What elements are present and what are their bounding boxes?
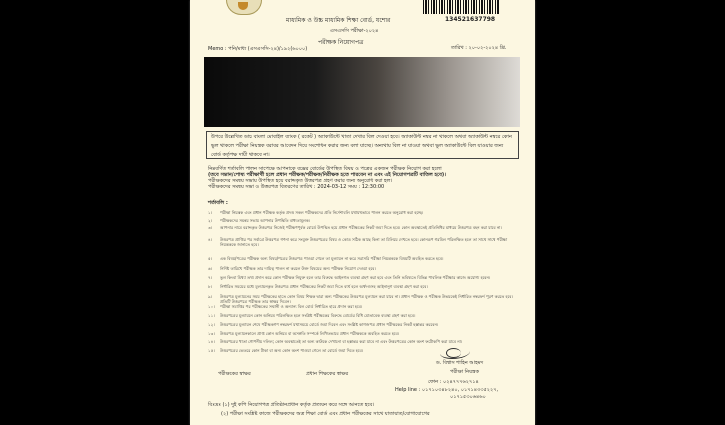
condition-number: ৪। <box>208 237 213 242</box>
condition-text: নির্দিষ্ট তারিখে পরীক্ষক তার দায়িত্ব পালন না করলে উক্ত বিষয়ের অন্য পরীক্ষক নিয়োগ দেওয়া হবে। <box>220 266 376 271</box>
condition-number: ১৫। <box>208 348 215 353</box>
condition-text: পরীক্ষকদের সমন্বয় সভায় আপনার উপস্থিতি বাধ্যতামূলক। <box>220 218 311 223</box>
helpline: Help line : ০১৭১০৩৪৮২৪০, ০১৭১৪৩৩৫২২৭, <box>395 387 499 393</box>
condition-text: উত্তরপত্র মূল্যায়নের সময় পরীক্ষকের হাতে কোন বিষয় শিক্ষক দ্বারা অন্য পরীক্ষকের উত্তরপত্র মূল্যায়ন করা যাবে না। প্রধান পরীক্ষক ও পরীক্ষক উভয়কেই নির্ধারিত নম্বরফর্দ পূরণ করতে হবে। প্রতিটি উত্তরপত্রে পরীক্ষক তার স্বাক্ষর দিবেন। <box>220 294 513 304</box>
condition-text: এক বিষয়/পত্রের পরীক্ষক অন্য বিষয়/পত্রের উত্তরপত্র পাওয়া গেলে তা মূল্যায়ন না করে সরাসরি পরীক্ষা নিয়ন্ত্রককে বিষয়টি অবহিত করতে হবে। <box>220 256 444 261</box>
condition-number: ৬। <box>208 266 213 271</box>
helpline-2: ০১৭১৫৩০৬৪৬০ <box>450 394 486 400</box>
intro-line-2: (তবে সন্তান/পোষ্য পরীক্ষার্থী হলে প্রধান পরীক্ষক/পরীক্ষক/নিরীক্ষক হতে পারবেন না এবং এই নিয়োগপত্রটি বাতিল হবে)। <box>208 172 446 178</box>
condition-item <box>208 294 522 304</box>
condition-text: উত্তরপত্রের ভেতরে কোন টাকা বা অন্য কোন অংশ পাওয়া গেলে তা বোর্ডে জমা দিতে হবে। <box>220 348 364 353</box>
signature-mark <box>440 346 470 359</box>
condition-item <box>208 225 522 230</box>
condition-item <box>208 348 522 353</box>
examiner-signature-label: পরীক্ষকের স্বাক্ষর <box>218 371 251 377</box>
condition-number: ৮। <box>208 284 213 289</box>
condition-item <box>208 304 522 309</box>
memo-number: Memo : পনি/মাধ্য (এসএসসি-২৪)/১৯২(৬০০০) <box>208 46 308 52</box>
controller-name: ড. বিশ্বাস শাহিন আহমদ <box>436 360 484 366</box>
condition-number: ১০। <box>208 304 215 309</box>
notice-box: উপরে উল্লেখিত ডাচ বাংলা মোবাইল ব্যাংক ( রকেট ) অ্যাকাউন্টে খাতা দেখার বিল দেওয়া হবে। অ্যাকাউন্ট নম্বর না থাকলে অথবা অ্যাকাউন্ট নম্বরে কোন ভুল থাকলে পরীক্ষা নিয়ন্ত্রক বরাবর আবেদন দিয়ে সংশোধন করার জন্য বলা যাচ্ছে। অন্যথায় বিল না যাওয়া অথবা ভুল অ্যাকাউন্টে বিল যাওয়ার জন্য বোর্ড কর্তৃপক্ষ দায়ী থাকবে না। <box>206 131 519 159</box>
condition-text: উত্তরপত্র প্রাপ্তির পর সর্বাগ্রে উত্তরপত্র গণনা করে সংযুক্ত উত্তরপত্রের বিষয় ও কোড সঠিক আছে কিনা তা মিলিয়ে দেখতে হবে। কোনরূপ গরমিল পরিলক্ষিত হলে তা সাথে সাথে পরীক্ষা নিয়ন্ত্রককে জানাতে হবে। <box>220 237 508 247</box>
note-1: বিঃদ্রঃ (১) দুই কপি নিয়োগপত্র প্রতিষ্ঠানপ্রধান কর্তৃক প্রত্যয়ন করে সঙ্গে আনতে হবে। <box>208 402 375 408</box>
condition-item <box>208 237 522 247</box>
document-title: পরীক্ষক নিয়োগপত্র <box>318 39 364 46</box>
intro-paragraph <box>208 166 520 190</box>
condition-item <box>208 256 522 261</box>
board-name: মাধ্যমিক ও উচ্চ মাধ্যমিক শিক্ষা বোর্ড, যশোর <box>286 17 391 24</box>
condition-item <box>208 322 522 327</box>
condition-item <box>208 210 522 215</box>
meeting-date-line: পরীক্ষকদের সমন্বয় সভা ও উত্তরপত্র বিতরণের তারিখ : 2024-03-12 সময় : 12:30:00 <box>208 184 385 190</box>
condition-number: ১৩। <box>208 331 215 336</box>
condition-number: ৭। <box>208 275 213 280</box>
condition-text: উত্তরপত্রের মূল্যায়ন শেষে পরীক্ষকগণ নম্বরফর্দ যথাসময়ে বোর্ডে জমা দিবেন এবং সংশ্লিষ্ট কাগজপত্র প্রধান পরীক্ষকের নিকট হস্তান্তর করবেন। <box>220 322 439 327</box>
condition-text: উত্তরপত্রের মূল্যায়নে কোন অনিয়ম পরিলক্ষিত হলে সংশ্লিষ্ট পরীক্ষকের বিরুদ্ধে বোর্ডের বিধি মোতাবেক ব্যবস্থা গ্রহণ করা হবে। <box>220 313 416 318</box>
condition-text: উত্তরপত্রের খাতা গোপনীয় দলিল; কোন অবস্থাতেই তা অন্য কাউকে দেখানো বা হস্তান্তর করা যাবে না এবং উত্তরপত্রের কোন অংশ ফটোকপি করা যাবে না। <box>220 339 463 344</box>
condition-item <box>208 275 522 280</box>
condition-item <box>208 313 522 318</box>
condition-number: ৯। <box>208 294 213 299</box>
condition-item <box>208 218 522 223</box>
note-2: (২) পরীক্ষা সংশ্লিষ্ট কাজে পরীক্ষকদের অত্র শিক্ষা বোর্ড এবং প্রধান পরীক্ষকের সাথে যাতায়াত/যোগাযোগের <box>221 411 430 417</box>
barcode-number: 134521637798 <box>445 16 496 23</box>
condition-text: পরীক্ষা সমাপ্তির পর পরীক্ষকের সম্মানী ও অন্যান্য বিল বোর্ড নির্ধারিত হারে প্রদান করা হবে। <box>220 304 363 309</box>
appointment-letter-page <box>190 0 535 425</box>
condition-text: উত্তরপত্র মূল্যায়নকালে প্রাপ্ত কোন অনিয়ম বা অসঙ্গতি সম্পর্কে লিখিতভাবে প্রধান পরীক্ষককে অবহিত করতে হবে। <box>220 331 400 336</box>
conditions-heading: শর্তাবলি : <box>208 200 228 206</box>
condition-item <box>208 339 522 344</box>
condition-item <box>208 284 522 289</box>
condition-number: ৩। <box>208 225 213 230</box>
condition-number: ১। <box>208 210 213 215</box>
head-teacher-signature-label: প্রধান শিক্ষকের স্বাক্ষর <box>306 371 349 377</box>
condition-number: ৫। <box>208 256 213 261</box>
intro-line-3: পরীক্ষকদের সমন্বয় সভায় উপস্থিত হয়ে বরাদ্দকৃত উত্তরপত্র গ্রহণ করার জন্য অনুরোধ করা হল। <box>208 178 393 184</box>
condition-text: নির্ধারিত সময়ের মধ্যে মূল্যায়নকৃত উত্তরপত্র প্রধান পরীক্ষকের নিকট জমা দিতে ব্যর্থ হলে অর্থদণ্ডসহ আইনানুগ ব্যবস্থা গ্রহণ করা হবে। <box>220 284 428 289</box>
condition-number: ১২। <box>208 322 215 327</box>
condition-item <box>208 331 522 336</box>
controller-title: পরীক্ষা নিয়ন্ত্রক <box>450 369 479 375</box>
condition-number: ২। <box>208 218 213 223</box>
condition-text: ভুল কিংবা মিথ্যা তথ্য প্রদান করে কোন পরীক্ষক নিযুক্ত হলে তার বিরুদ্ধে আইনগত ব্যবস্থা গ্রহণ করা হবে এবং তিনি ভবিষ্যতে বিভিন্ন পাবলিক পরীক্ষার কাজে অযোগ্য হবেন। <box>220 275 491 280</box>
condition-text: পরীক্ষা নিয়ন্ত্রক এবং প্রধান পরীক্ষক কর্তৃক প্রদত্ত সকল পরীক্ষকদের প্রতি নির্দেশাবলি যথাযথভাবে পালন করতে অনুরোধ করা হচ্ছে। <box>220 210 424 215</box>
issue-date: তারিখ : ২০-০২-২০২৪ খ্রি. <box>451 45 507 51</box>
barcode <box>423 0 499 14</box>
phone-number: ফোন : ০২৪৭৭৭৬২৭১৪ <box>428 379 479 385</box>
intro-line-1: নিম্নবর্ণিত শর্তাবলি পালন সাপেক্ষে আপনাকে বক্সের বোর্ডের উপস্থিত বিষয় ও পত্রের একজন পরীক্ষক নিয়োগ করা হলো <box>208 166 442 172</box>
exam-name: এসএসসি পরীক্ষা-২০২৪ <box>330 28 379 34</box>
redacted-examiner-details <box>204 57 520 127</box>
footnotes <box>208 401 528 419</box>
condition-number: ১৪। <box>208 339 215 344</box>
board-logo-icon <box>226 0 262 15</box>
condition-item <box>208 266 522 271</box>
condition-text: আপনার নামে বরাদ্দকৃত উত্তরপত্র নিজেই পরীক্ষণপূর্বক বোর্ডে উপস্থিত হয়ে প্রধান পরীক্ষকের নিকট জমা দিতে হবে। কোন অবস্থাতেই প্রতিনিধির মাধ্যমে উত্তরপত্র বহন করা যাবে না। <box>220 225 502 230</box>
condition-number: ১১। <box>208 313 215 318</box>
